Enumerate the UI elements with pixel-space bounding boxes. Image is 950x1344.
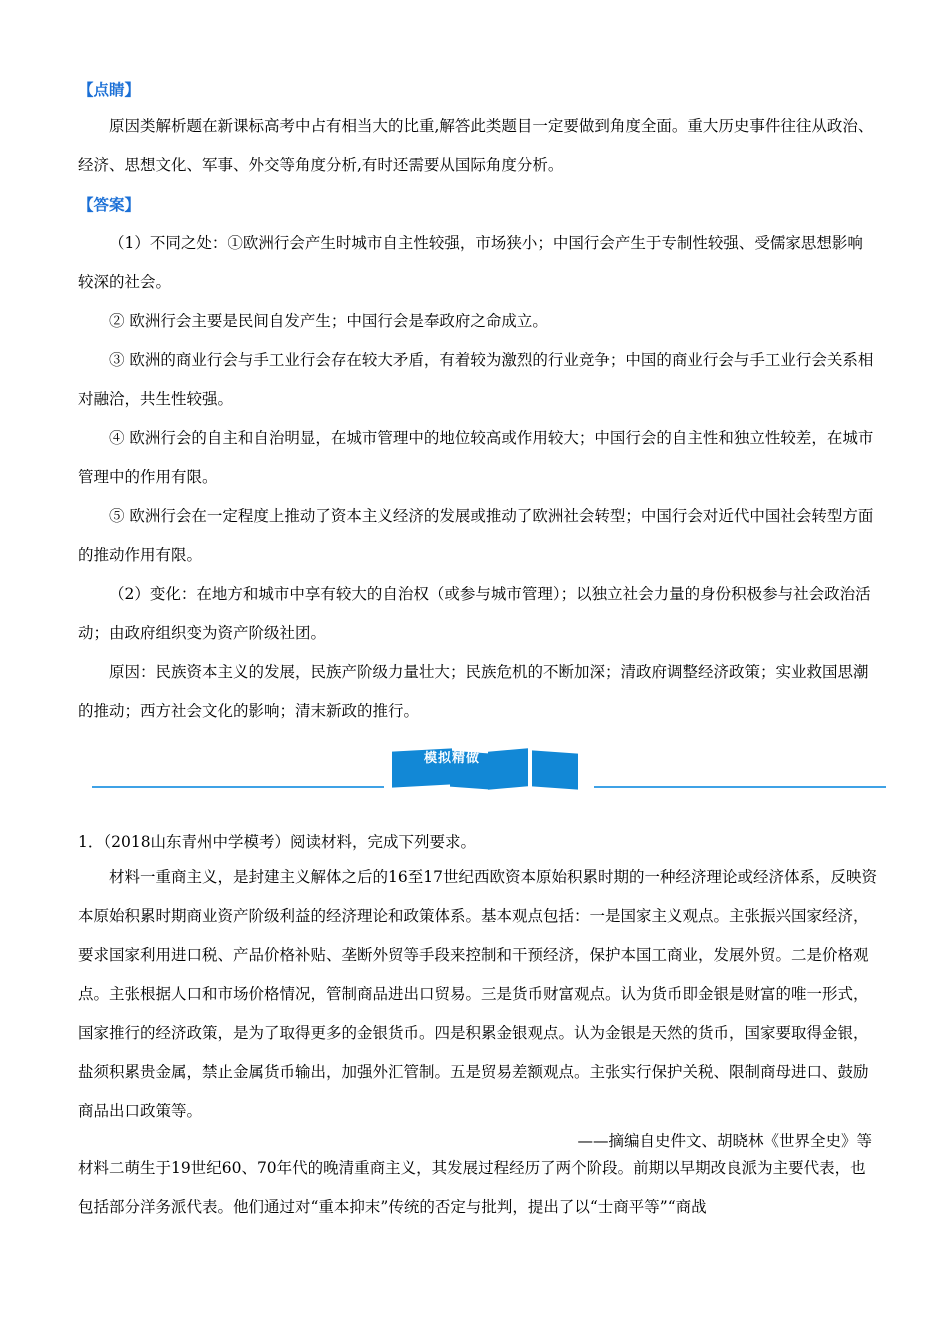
divider-left: [92, 786, 384, 788]
banner-label: 模拟精做: [423, 751, 480, 766]
answer-paragraph-2: ② 欧洲行会主要是民间自发产生；中国行会是奉政府之命成立。: [109, 312, 548, 330]
material-1-source: ——摘编自史件文、胡晓林《世界全史》等: [577, 1132, 872, 1150]
dianjing-text: 原因类解析题在新课标高考中占有相当大的比重,解答此类题目一定要做到角度全面。重大历史事件往往从政治、经济、思想文化、军事、外交等角度分析,有时还需要从国际角度分析。: [78, 117, 874, 174]
answer-paragraph-1: （1）不同之处：①欧洲行会产生时城市自主性较强，市场狭小；中国行会产生于专制性较强、受儒家思想影响较深的社会。: [78, 234, 863, 291]
question-material-1: 材料一重商主义，是封建主义解体之后的16至17世纪西欧资本原始积累时期的一种经济理论或经济体系，反映资本原始积累时期商业资产阶级利益的经济理论和政策体系。基本观点包括：一是国家主义观点。主张振兴国家经济，要求国家利用进口税、产品价格补贴、垄断外贸等手段来控制和干预经济，保护本国工商业，发展外贸。二是价格观点。主张根据人口和市场价格情况，管制商品进出口贸易。三是货币财富观点。认为货币即金银是财富的唯一形式，国家推行的经济政策，是为了取得更多的金银货币。四是积累金银观点。认为金银是天然的货币，国家要取得金银，盐须积累贵金属，禁止金属货币输出，加强外汇管制。五是贸易差额观点。主张实行保护关税、限制商母进口、鼓励商品出口政策等。: [78, 868, 877, 1120]
answer-paragraph-6: （2）变化：在地方和城市中享有较大的自治权（或参与城市管理）；以独立社会力量的身份积极参与社会政治活动；由政府组织变为资产阶级社团。: [78, 585, 871, 642]
answer-paragraph-3: ③ 欧洲的商业行会与手工业行会存在较大矛盾，有着较为激烈的行业竞争；中国的商业行会与手工业行会关系相对融洽，共生性较强。: [78, 351, 874, 408]
answer-heading: 【答案】: [78, 195, 141, 214]
question-material-2: 材料二萌生于19世纪60、70年代的晚清重商主义，其发展过程经历了两个阶段。前期以早期改良派为主要代表，也包括部分洋务派代表。他们通过对“重本抑末”传统的否定与批判，提出了以“士商平等”“商战: [78, 1159, 866, 1216]
dianjing-heading: 【点睛】: [78, 80, 141, 99]
answer-paragraph-5: ⑤ 欧洲行会在一定程度上推动了资本主义经济的发展或推动了欧洲社会转型；中国行会对近代中国社会转型方面的推动作用有限。: [78, 507, 874, 564]
divider-right: [594, 786, 886, 788]
banner-block-4: [532, 750, 578, 789]
section-banner: [392, 750, 582, 790]
answer-paragraph-4: ④ 欧洲行会的自主和自治明显，在城市管理中的地位较高或作用较大；中国行会的自主性和独立性较差，在城市管理中的作用有限。: [78, 429, 874, 486]
answer-paragraph-7: 原因：民族资本主义的发展，民族产阶级力量壮大；民族危机的不断加深；清政府调整经济政策；实业救国思潮的推动；西方社会文化的影响；清末新政的推行。: [78, 663, 869, 720]
question-intro: 1．（2018山东青州中学模考）阅读材料，完成下列要求。: [78, 833, 477, 851]
